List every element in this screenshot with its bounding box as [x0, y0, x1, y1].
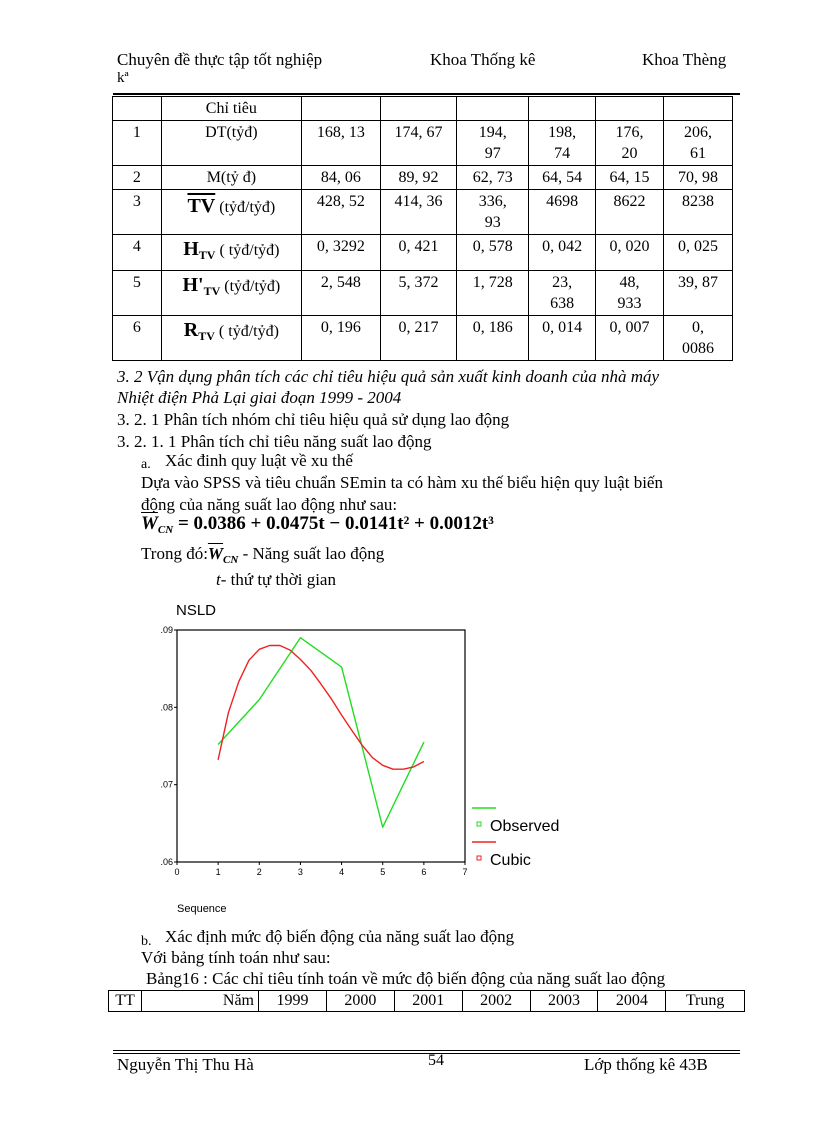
- header-left: Chuyên đề thực tập tốt nghiệp: [117, 50, 323, 69]
- paragraph-line2: động của năng suất lao động như sau:: [141, 495, 398, 514]
- row-number: 6: [113, 316, 162, 361]
- table-cell: 0, 196: [302, 316, 381, 361]
- y-tick-label: .06: [160, 857, 173, 867]
- table-cell: 0, 217: [380, 316, 457, 361]
- table-row: [113, 316, 733, 361]
- indicator-unit: ( tỷđ/tỷđ): [219, 242, 280, 259]
- x-axis-label: Sequence: [177, 903, 227, 915]
- table-cell: 206, 61: [663, 121, 732, 166]
- footer-rule-bottom: [113, 1053, 740, 1054]
- indicator-subscript: TV: [198, 329, 215, 343]
- formula-expression: = 0.0386 + 0.0475t − 0.0141t² + 0.0012t³: [173, 513, 494, 534]
- list-marker-a: a.: [141, 457, 151, 472]
- x-tick-label: 0: [174, 867, 180, 877]
- table-cell: 0, 578: [457, 235, 529, 271]
- formula-subscript: CN: [157, 524, 174, 536]
- section-heading-italic-line2: Nhiệt điện Phả Lại giai đoạn 1999 - 2004: [117, 388, 402, 407]
- table-cell: 0, 186: [457, 316, 529, 361]
- table-header-row: [109, 991, 745, 1012]
- where-line: [141, 543, 384, 571]
- table-cell: 0, 0086: [663, 316, 732, 361]
- row-number: 1: [113, 121, 162, 166]
- table-cell: 414, 36: [380, 190, 457, 235]
- subsection-a-title: Xác đinh quy luật về xu thế: [165, 451, 353, 470]
- header-cell: Năm: [142, 991, 259, 1012]
- table-cell: 8622: [596, 190, 664, 235]
- header-cell: 2003: [530, 991, 598, 1012]
- table-cell: 23, 638: [529, 271, 596, 316]
- table-cell: 174, 67: [380, 121, 457, 166]
- header-cell: 2002: [462, 991, 530, 1012]
- paragraph-line3: Với bảng tính toán như sau:: [141, 948, 331, 967]
- table-row: [113, 121, 733, 166]
- header-cell: Trung: [666, 991, 745, 1012]
- table-cell: 84, 06: [302, 166, 381, 190]
- table-cell: 0, 3292: [302, 235, 381, 271]
- y-axis: [160, 625, 177, 867]
- section-3-2-1-1: 3. 2. 1. 1 Phân tích chỉ tiêu năng suất lao động: [117, 432, 432, 451]
- chart-legend: [472, 808, 559, 869]
- header-cell: 2001: [394, 991, 462, 1012]
- indicator-subscript: TV: [203, 284, 221, 298]
- where-subscript: CN: [223, 554, 239, 566]
- indicator-unit: ( tỷđ/tỷđ): [218, 323, 279, 340]
- row-number: 5: [113, 271, 162, 316]
- indicator-label: [161, 190, 301, 235]
- formula-symbol: $\overline{W}$: [141, 513, 158, 534]
- indicator-unit: (tỷđ/tỷđ): [219, 199, 276, 216]
- indicator-symbol: R: [183, 319, 199, 341]
- row-number: 3: [113, 190, 162, 235]
- x-tick-label: 1: [215, 867, 221, 877]
- row-number: 4: [113, 235, 162, 271]
- table-cell: 0, 007: [596, 316, 664, 361]
- table-cell: 168, 13: [302, 121, 381, 166]
- y-tick-label: .08: [160, 702, 173, 713]
- indicator-label: [161, 235, 301, 271]
- row-number: 2: [113, 166, 162, 190]
- section-3-2-1: 3. 2. 1 Phân tích nhóm chỉ tiêu hiệu quả sử dụng lao động: [117, 410, 510, 429]
- indicator-label: [161, 271, 301, 316]
- table-cell: 89, 92: [380, 166, 457, 190]
- list-marker-b: b.: [141, 934, 152, 949]
- nsld-chart: [150, 600, 580, 920]
- table-cell: 176, 20: [596, 121, 664, 166]
- table-cell: 8238: [663, 190, 732, 235]
- header-center: Khoa Thống kê: [430, 50, 536, 69]
- table-row: [113, 235, 733, 271]
- x-tick-label: 3: [297, 867, 303, 877]
- t-symbol: t: [216, 570, 221, 589]
- table-cell: 0, 020: [596, 235, 664, 271]
- table-cell: 428, 52: [302, 190, 381, 235]
- table-cell: 0, 042: [529, 235, 596, 271]
- x-axis: [174, 862, 467, 877]
- table-cell: 64, 54: [529, 166, 596, 190]
- legend-observed-label: Observed: [490, 818, 560, 835]
- table-cell: 194, 97: [457, 121, 529, 166]
- table-cell: 4698: [529, 190, 596, 235]
- table-row: [113, 271, 733, 316]
- table-cell: 64, 15: [596, 166, 664, 190]
- x-tick-label: 2: [256, 867, 262, 877]
- footer-author: Nguyễn Thị Thu Hà: [117, 1055, 254, 1074]
- legend-cubic-marker: [477, 856, 481, 860]
- indicator-subscript: TV: [198, 248, 216, 262]
- table-header-row: [113, 97, 733, 121]
- indicator-label: [161, 316, 301, 361]
- header-cell: 1999: [259, 991, 327, 1012]
- t-text: - thứ tự thời gian: [220, 570, 336, 589]
- footer-rule-top: [113, 1050, 740, 1051]
- x-tick-label: 4: [339, 867, 345, 877]
- legend-cubic-label: Cubic: [490, 852, 531, 869]
- variation-table: [108, 990, 745, 1012]
- indicator-symbol: H: [183, 238, 199, 260]
- table-cell: 1, 728: [457, 271, 529, 316]
- y-tick-label: .07: [160, 779, 173, 790]
- header-rule: [113, 93, 740, 95]
- subsection-b-title: Xác định mức độ biến động của năng suất lao động: [165, 927, 515, 946]
- header-cell: TT: [109, 991, 142, 1012]
- table-cell: 48, 933: [596, 271, 664, 316]
- header-cell: 2004: [598, 991, 666, 1012]
- header-continuation: kª: [117, 70, 129, 86]
- section-heading-italic-line1: 3. 2 Vận dụng phân tích các chỉ tiêu hiệu quả sản xuất kinh doanh của nhà máy: [117, 367, 660, 386]
- chart-title: NSLD: [176, 602, 217, 619]
- indicator-header: Chỉ tiêu: [161, 97, 301, 121]
- table-cell: 70, 98: [663, 166, 732, 190]
- paragraph-line1: Dựa vào SPSS và tiêu chuẩn SEmin ta có hàm xu thế biểu hiện quy luật biến: [141, 473, 663, 492]
- header-right: Khoa Thèng: [642, 50, 727, 69]
- indicator-table: [112, 96, 733, 361]
- where-text: - Năng suất lao động: [238, 544, 385, 563]
- table-cell: 2, 548: [302, 271, 381, 316]
- table-cell: 0, 025: [663, 235, 732, 271]
- x-tick-label: 7: [462, 867, 468, 877]
- table-caption: Bảng16 : Các chỉ tiêu tính toán về mức độ biến động của năng suất lao động: [146, 969, 666, 988]
- indicator-unit: (tỷđ/tỷđ): [224, 278, 281, 295]
- y-tick-label: .09: [160, 625, 173, 635]
- indicator-label: M(tỷ đ): [161, 166, 301, 190]
- t-definition: [216, 569, 336, 590]
- indicator-symbol: $\overline{TV}$: [187, 195, 216, 217]
- table-row: [113, 190, 733, 235]
- trend-formula: [141, 513, 494, 536]
- table-cell: 39, 87: [663, 271, 732, 316]
- table-cell: 336, 93: [457, 190, 529, 235]
- x-tick-label: 5: [380, 867, 386, 877]
- page-number: 54: [428, 1052, 444, 1069]
- table-cell: 62, 73: [457, 166, 529, 190]
- header-cell: 2000: [326, 991, 394, 1012]
- table-row: [113, 166, 733, 190]
- table-cell: 0, 421: [380, 235, 457, 271]
- footer-class: Lớp thống kê 43B: [584, 1055, 708, 1074]
- table-cell: 5, 372: [380, 271, 457, 316]
- indicator-symbol: H': [182, 274, 204, 296]
- where-symbol: $\overline{W}$: [207, 544, 224, 563]
- table-cell: 0, 014: [529, 316, 596, 361]
- table-cell: 198, 74: [529, 121, 596, 166]
- indicator-label: DT(tỷđ): [161, 121, 301, 166]
- legend-observed-marker: [477, 822, 481, 826]
- x-tick-label: 6: [421, 867, 427, 877]
- where-prefix: Trong đó:: [141, 544, 208, 563]
